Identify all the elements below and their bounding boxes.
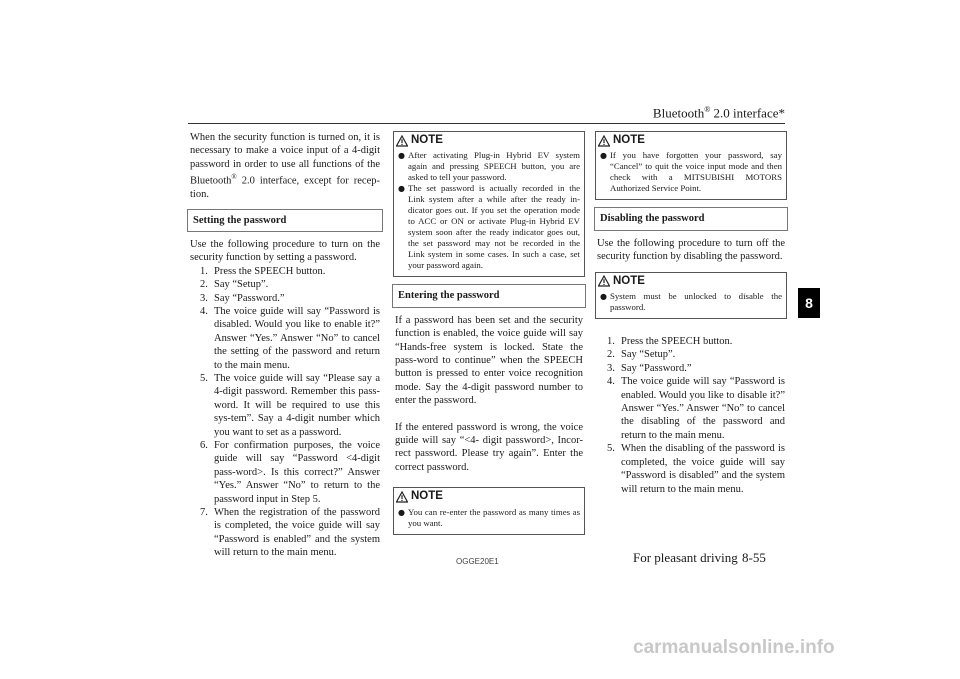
bullet-icon: ● (600, 292, 607, 302)
warning-triangle-icon (396, 491, 408, 503)
warning-triangle-icon (396, 135, 408, 147)
column-3 (597, 131, 785, 496)
section-intro: Use the following procedure to turn on the security function by setting a password. (190, 238, 380, 264)
section-heading-setting: Setting the password (187, 209, 383, 232)
list-item: 4. The voice guide will say “Password is disabled. Would you like to enable it?” Answer “Yes.” Answer “No” to cancel the setting of the password and return to the main menu. (200, 305, 380, 371)
list-item: 6. For confirmation purposes, the voice guide will say “Password <4-digit pass-word>. Is this correct?” Answer “Yes.” Answer “No” to return to the password input in Step 5. (200, 440, 380, 505)
note-item: ● The set password is actually recorded in the Link system after a while after the ready in-dicator goes out. If you set the operation mode to ACC or ON or activate Plug-in Hybrid EV system soon after the ready indicator goes out, the set password may not be recorded in the Link system in some cases. In such a case, set your password again. (398, 183, 580, 271)
list-item: 3. Say “Password.” (200, 292, 285, 304)
note-header: NOTE (396, 490, 580, 503)
list-item: 2. Say “Setup”. (607, 349, 676, 361)
footer-chapter-title: For pleasant driving (633, 550, 738, 565)
list-item: 3. Say “Password.” (607, 362, 692, 374)
header-suffix: 2.0 interface* (710, 105, 785, 121)
section-heading-disabling: Disabling the password (594, 207, 788, 230)
note-item: ● After activating Plug-in Hybrid EV system again and pressing SPEECH button, you are asked to tell your password. (398, 150, 580, 183)
chapter-tab[interactable]: 8 (798, 288, 820, 318)
note-box (393, 131, 585, 277)
note-item: ● If you have forgotten your password, say “Cancel” to quit the voice input mode and then check with a MITSUBISHI MOTORS Authorized Service Point. (600, 150, 782, 194)
note-header: NOTE (396, 134, 580, 147)
note-box (393, 487, 585, 534)
list-item: 5. The voice guide will say “Please say a 4-digit password. Remember this pass-word. It will be required to use this sys-tem”. Say a 4-digit number which you want to set as a password. (200, 373, 380, 438)
paragraph: If the entered password is wrong, the voice guide will say “<4- digit password>, Incor-rect password. Please try again”. Enter the correct password. (395, 421, 583, 473)
section-intro: Use the following procedure to turn off the security function by disabling the password. (597, 237, 785, 263)
running-header (653, 105, 785, 121)
intro-paragraph: When the security function is turned on, it is necessary to make a voice input of a 4-digit password in order to use all functions of the Bluetooth® 2.0 interface, except for recep-tion. (190, 132, 380, 201)
section-heading-entering: Entering the password (392, 284, 586, 307)
list-item: 1. Press the SPEECH button. (607, 336, 733, 348)
disabling-steps (597, 335, 785, 496)
bullet-icon: ● (398, 151, 405, 161)
list-item: 4. The voice guide will say “Password is enabled. Would you like to disable it?” Answer “Yes.” Answer “No” to cancel the disabling of the password and return to the main menu. (607, 376, 785, 441)
list-item: 1. Press the SPEECH button. (200, 265, 326, 277)
header-sup: ® (704, 105, 711, 114)
watermark: carmanualsonline.info (633, 637, 835, 658)
bullet-icon: ● (398, 507, 405, 517)
note-box (595, 131, 787, 200)
column-2 (395, 131, 583, 541)
setting-steps (190, 265, 380, 560)
paragraph: If a password has been set and the security function is enabled, the voice guide will say “Hands-free system is locked. State the pass-word to continue” when the SPEECH button is pressed to enter voice recognition mode. Say the 4-digit password number to enter the password. (395, 314, 583, 407)
bullet-icon: ● (600, 151, 607, 161)
list-item: 2. Say “Setup”. (200, 279, 269, 291)
warning-triangle-icon (598, 135, 610, 147)
list-item: 5. When the disabling of the password is completed, the voice guide will say “Password is disabled” and the system will return to the main menu. (607, 443, 785, 495)
note-item: ● You can re-enter the password as many times as you want. (398, 506, 580, 528)
header-rule (188, 123, 785, 124)
note-item: ● System must be unlocked to disable the password. (600, 291, 782, 313)
page-number: 8-55 (742, 550, 766, 565)
warning-triangle-icon (598, 275, 610, 287)
note-box (595, 272, 787, 319)
note-header: NOTE (598, 275, 782, 288)
list-item: 7. When the registration of the password is completed, the voice guide will say “Password is enabled” and the system will return to the main menu. (200, 507, 380, 559)
bullet-icon: ● (398, 184, 405, 194)
header-prefix: Bluetooth (652, 105, 705, 121)
document-code: OGGE20E1 (456, 557, 499, 566)
column-1 (190, 131, 380, 560)
note-header: NOTE (598, 134, 782, 147)
